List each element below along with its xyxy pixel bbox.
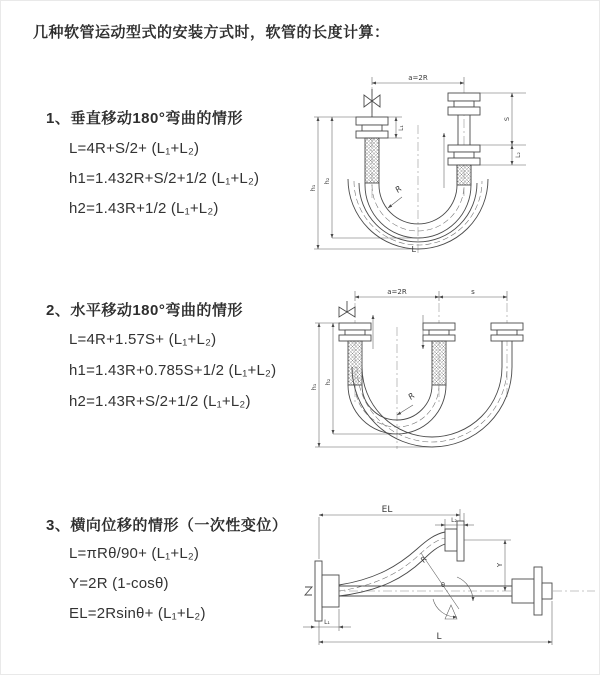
- dimension-a-2r: [355, 288, 507, 301]
- left-pipe-fitting: [339, 323, 371, 385]
- dim-h1-label: h₁: [310, 383, 318, 391]
- upper-right-flange: [445, 521, 464, 561]
- dimension-y: [464, 540, 511, 591]
- left-flange: [315, 561, 339, 621]
- dim-el-label: EL: [381, 505, 393, 515]
- braided-hose-section: [457, 165, 471, 185]
- dim-s-label: s: [471, 288, 475, 296]
- section-3-formula-el: EL=2Rsinθ+ (L₁+L₂): [69, 605, 206, 622]
- radius-callout: [397, 391, 417, 415]
- centerline-break-mark: [305, 587, 312, 595]
- dim-h2-label: h₂: [323, 177, 331, 185]
- dim-h2-label: h₂: [324, 378, 332, 386]
- dim-l1-label: L₁: [324, 619, 330, 626]
- length-label: L: [411, 245, 416, 253]
- page-title: 几种软管运动型式的安装方式时，软管的长度计算：: [33, 24, 390, 41]
- radius-label: R: [393, 184, 404, 195]
- dimension-el: [319, 505, 460, 559]
- dim-y-label: Y: [496, 562, 504, 568]
- angle-theta-label: θ: [441, 581, 445, 589]
- section-1-formula-h1: h1=1.432R+S/2+1/2 (L₁+L₂): [69, 170, 260, 187]
- middle-pipe-fitting: [423, 323, 455, 385]
- dim-a2r-label: a=2R: [408, 74, 428, 82]
- right-lower-flange: [512, 567, 552, 615]
- section-2-heading: 2、水平移动180°弯曲的情形: [46, 302, 243, 319]
- diagram-lateral-displacement: [299, 503, 600, 651]
- dimension-l2: [512, 145, 522, 165]
- section-2-formula-h2: h2=1.43R+S/2+1/2 (L₁+L₂): [69, 393, 251, 410]
- braided-hose-section: [365, 138, 379, 183]
- diagram-vertical-180-bend: [304, 73, 589, 253]
- dimension-s: [439, 288, 507, 297]
- movement-arrows: [373, 315, 423, 349]
- u-bend-hose-position-1: [348, 385, 446, 434]
- dim-l2-label: L₂: [515, 152, 522, 158]
- section-3-heading: 3、横向位移的情形（一次性变位）: [46, 517, 288, 534]
- valve-icon: [339, 301, 355, 317]
- diagram-horizontal-180-bend: [307, 287, 599, 455]
- dimension-l1: [303, 609, 351, 631]
- dimension-l: [319, 601, 552, 645]
- dim-l1-label: L₁: [398, 125, 405, 131]
- dim-a2r-label: a=2R: [387, 288, 407, 296]
- braided-hose-section: [432, 341, 446, 385]
- section-3-formula-y: Y=2R (1-cosθ): [69, 575, 169, 592]
- radius-label: R: [406, 391, 417, 402]
- dim-s-label: S: [503, 116, 511, 122]
- dimension-l1: [388, 117, 405, 138]
- left-pipe-fitting: [356, 117, 388, 183]
- dimension-l2: [435, 513, 474, 529]
- section-2-formula-l: L=4R+1.57S+ (L₁+L₂): [69, 331, 217, 348]
- section-1-formula-l: L=4R+S/2+ (L₁+L₂): [69, 140, 200, 157]
- radius-label: R: [418, 554, 429, 565]
- right-pipe-fitting: [444, 93, 480, 188]
- section-1-formula-h2: h2=1.43R+1/2 (L₁+L₂): [69, 200, 219, 217]
- section-3-formula-l: L=πRθ/90+ (L₁+L₂): [69, 545, 200, 562]
- valve-icon: [364, 89, 380, 117]
- section-1-heading: 1、垂直移动180°弯曲的情形: [46, 110, 243, 127]
- radius-callout: [388, 184, 404, 208]
- dim-h1-label: h₁: [309, 184, 317, 192]
- dim-l-label: L: [436, 632, 442, 642]
- dim-l2-label: L₂: [451, 517, 457, 524]
- section-2-formula-h1: h1=1.43R+0.785S+1/2 (L₁+L₂): [69, 362, 277, 379]
- braided-hose-section: [348, 341, 362, 385]
- dimension-a-2r: [372, 74, 464, 85]
